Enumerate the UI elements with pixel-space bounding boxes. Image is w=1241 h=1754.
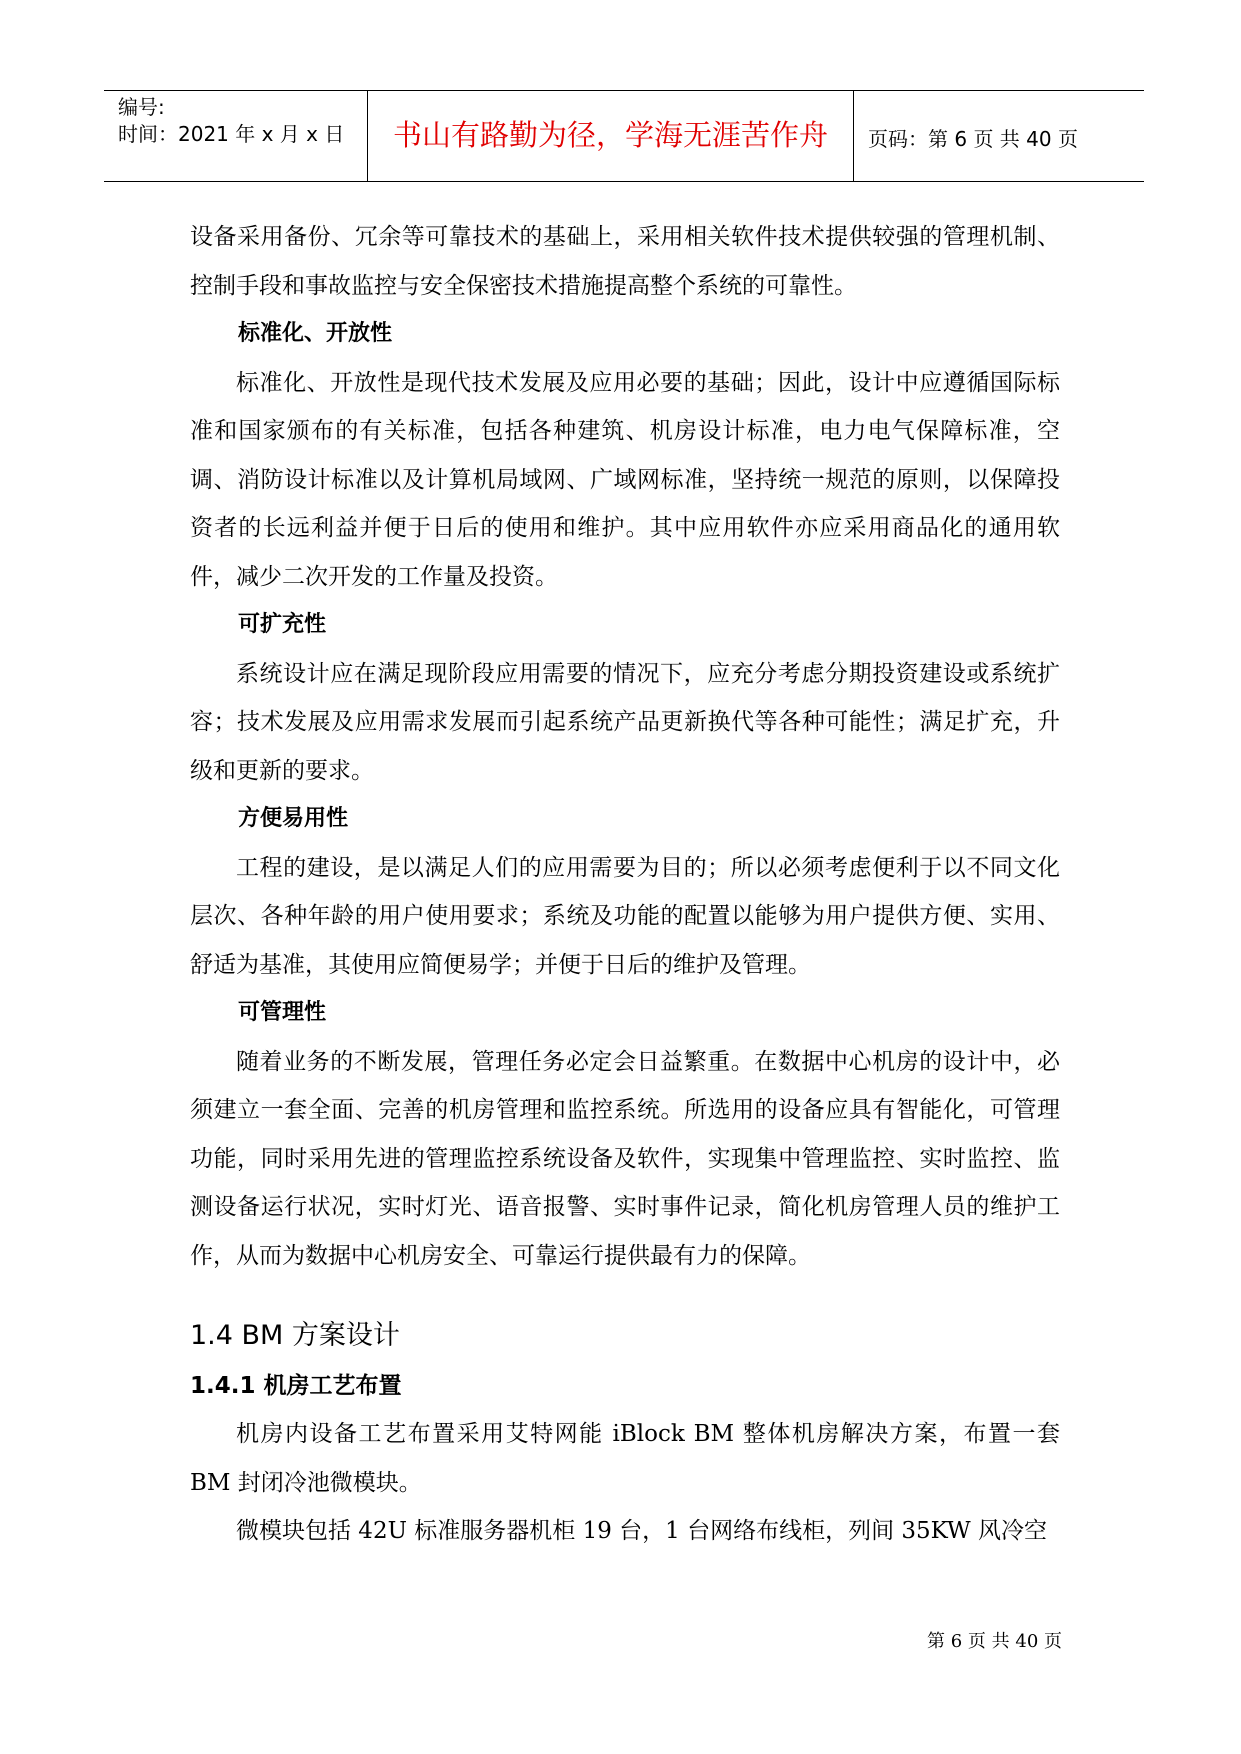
paragraph-standardization: 标准化、开放性是现代技术发展及应用必要的基础；因此，设计中应遵循国际标准和国家颁布的有关标准，包括各种建筑、机房设计标准，电力电气保障标准，空调、消防设计标准以及计算机局域网、广域网标准，坚持统一规范的原则，以保障投资者的长远利益并便于日后的使用和维护。其中应用软件亦应采用商品化的通用软件，减少二次开发的工作量及投资。 <box>190 369 1060 590</box>
paragraph-micro-module: 微模块包括 42U 标准服务器机柜 19 台，1 台网络布线柜，列间 35KW 风冷空 <box>236 1518 1047 1544</box>
paragraph-reliability-continued: 设备采用备份、冗余等可靠技术的基础上，采用相关软件技术提供较强的管理机制、控制手段和事故监控与安全保密技术措施提高整个系统的可靠性。 <box>190 224 1060 299</box>
header-page-cell <box>854 91 1144 181</box>
section-heading-bm-design: 1.4 BM 方案设计 <box>190 1320 400 1351</box>
page-footer-number: 第 6 页 共 40 页 <box>927 1631 1062 1652</box>
subheading-usability: 方便易用性 <box>238 806 349 831</box>
paragraph-usability: 工程的建设，是以满足人们的应用需要为目的；所以必须考虑便利于以不同文化层次、各种年龄的用户使用要求；系统及功能的配置以能够为用户提供方便、实用、舒适为基准，其使用应简便易学；并便于日后的维护及管理。 <box>190 854 1060 978</box>
subheading-manageability: 可管理性 <box>238 1000 327 1025</box>
header-motto: 书山有路勤为径，学海无涯苦作舟 <box>392 118 828 152</box>
document-number-label: 编号: <box>118 95 165 119</box>
page-body <box>190 213 1060 1556</box>
page-header <box>104 90 1144 182</box>
paragraph-room-layout: 机房内设备工艺布置采用艾特网能 iBlock BM 整体机房解决方案，布置一套 BM 封闭冷池微模块。 <box>190 1421 1060 1496</box>
header-meta-cell <box>104 91 368 181</box>
paragraph-scalability: 系统设计应在满足现阶段应用需要的情况下，应充分考虑分期投资建设或系统扩容；技术发展及应用需求发展而引起系统产品更新换代等各种可能性；满足扩充，升级和更新的要求。 <box>190 660 1060 784</box>
subheading-scalability: 可扩充性 <box>238 612 327 637</box>
document-time-label: 时间：2021 年 x 月 x 日 <box>118 122 345 146</box>
subsection-heading-room-layout: 1.4.1 机房工艺布置 <box>190 1373 402 1399</box>
header-motto-cell <box>368 91 854 181</box>
paragraph-manageability: 随着业务的不断发展，管理任务必定会日益繁重。在数据中心机房的设计中，必须建立一套全面、完善的机房管理和监控系统。所选用的设备应具有智能化，可管理功能，同时采用先进的管理监控系统设备及软件，实现集中管理监控、实时监控、监测设备运行状况，实时灯光、语音报警、实时事件记录，简化机房管理人员的维护工作，从而为数据中心机房安全、可靠运行提供最有力的保障。 <box>190 1048 1060 1269</box>
header-page-number: 页码：第 6 页 共 40 页 <box>868 127 1078 151</box>
subheading-standardization: 标准化、开放性 <box>238 321 393 346</box>
